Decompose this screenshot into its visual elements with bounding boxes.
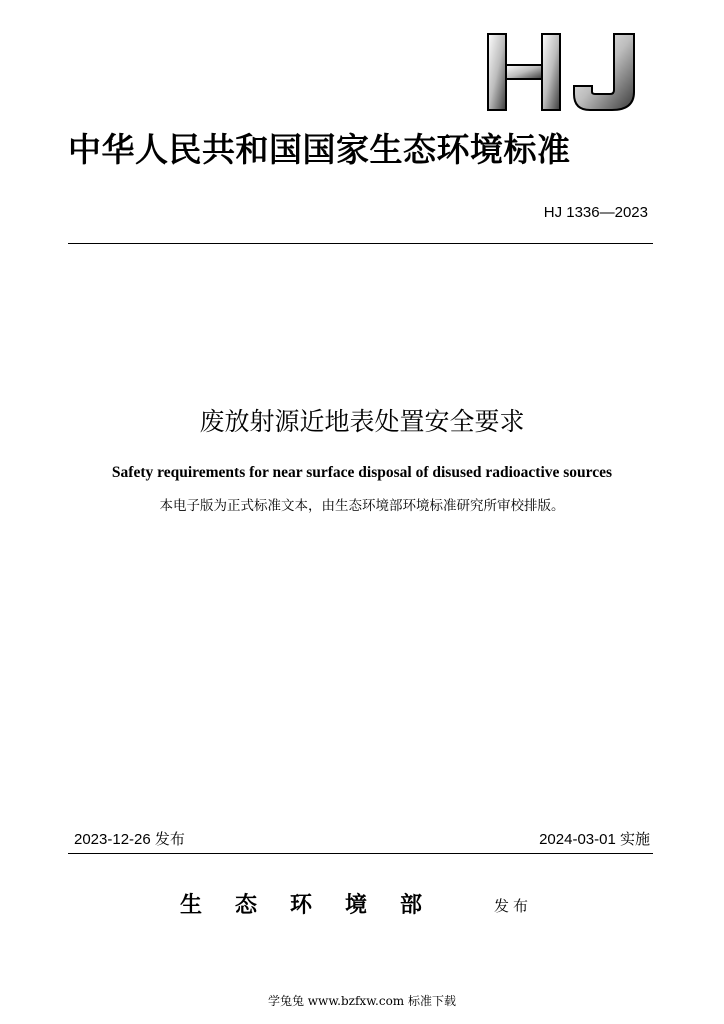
issuing-label: 发布	[494, 897, 533, 915]
site-watermark: 学兔兔 www.bzfxw.com 标准下载	[267, 994, 457, 1008]
issuing-authority: 生态环境部	[180, 892, 456, 918]
bottom-divider	[68, 853, 653, 854]
electronic-edition-notice: 本电子版为正式标准文本，由生态环境部环境标准研究所审校排版。	[159, 498, 565, 514]
implementation-date: 2024-03-01 实施	[539, 831, 650, 848]
issue-date: 2023-12-26 发布	[74, 831, 185, 848]
document-title-english: Safety requirements for near surface disposal of disused radioactive sources	[111, 464, 613, 481]
hj-logo	[484, 30, 642, 114]
standard-number: HJ 1336—2023	[543, 204, 648, 221]
standard-organization-heading: 中华人民共和国国家生态环境标准	[68, 130, 571, 169]
document-title-chinese: 废放射源近地表处置安全要求	[199, 407, 525, 436]
top-divider	[68, 243, 653, 244]
